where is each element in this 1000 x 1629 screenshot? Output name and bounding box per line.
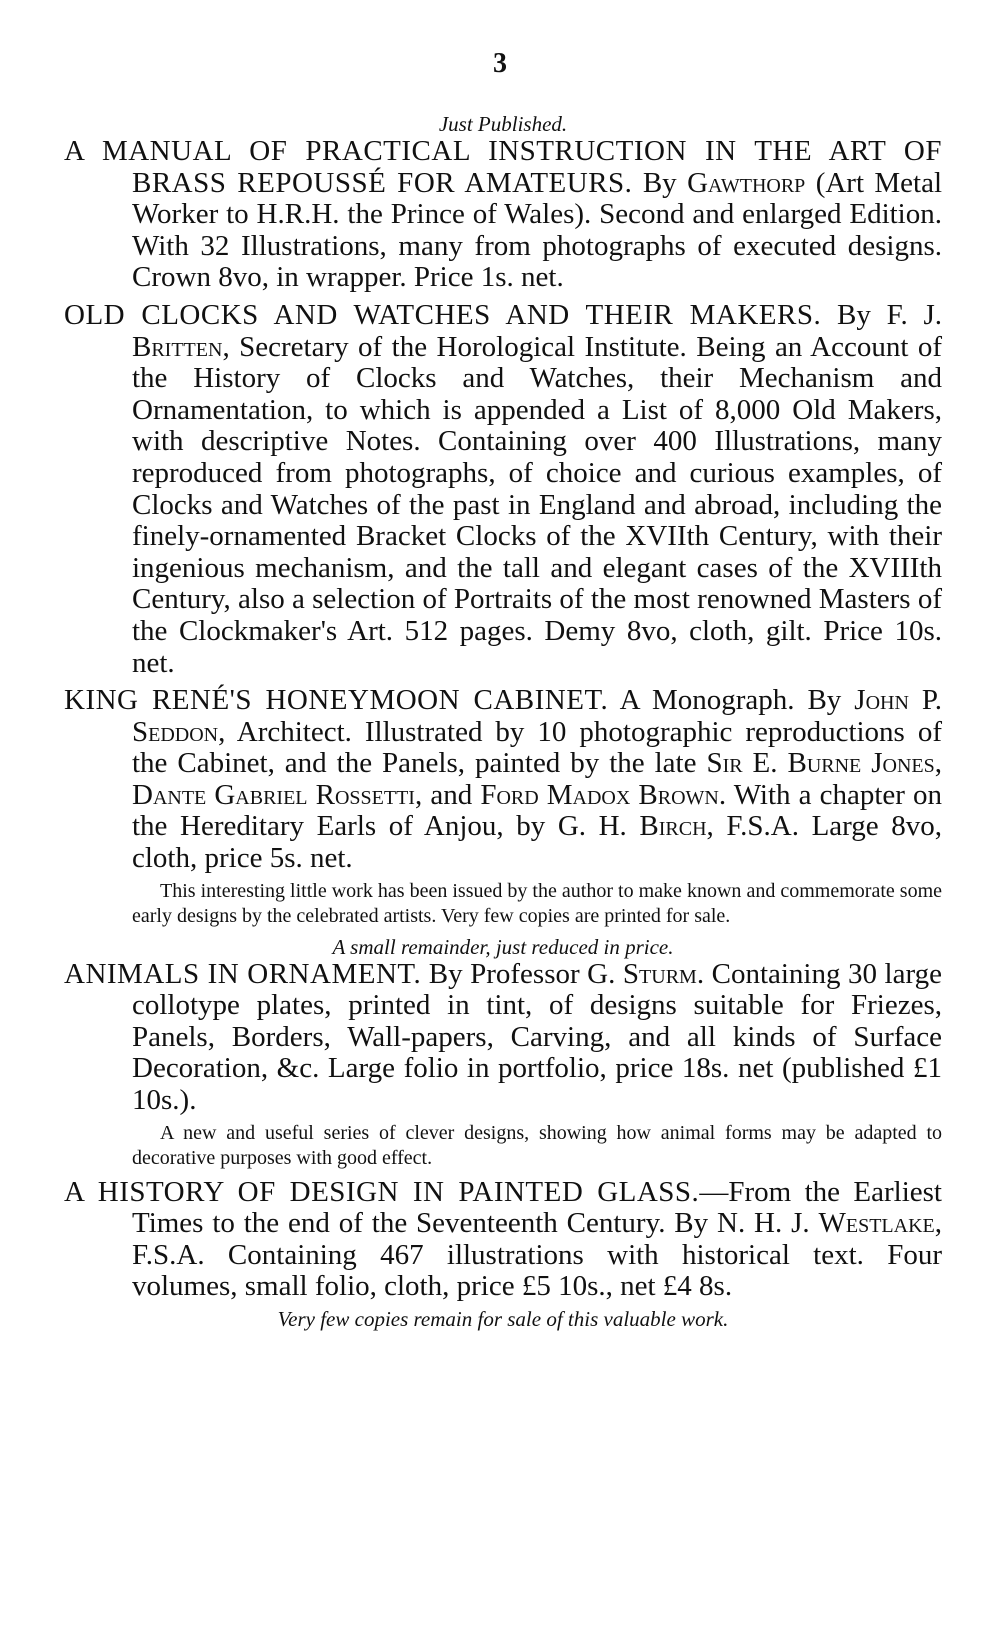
entry-author: Britten (132, 330, 223, 363)
entry-body: . Containing 30 large collotype plates, printed in tint, of designs suitable for Friezes, Panels, Borders, Wall-papers, Carving, and all kinds of Surface Decoration, &c. Large folio in portfolio, price 18s. net (published £1 10s.). (132, 957, 942, 1117)
entry-title: A MANUAL OF PRACTICAL INSTRUCTION IN THE ART OF BRASS REPOUSSÉ FOR AMATEURS. (64, 135, 942, 199)
entry-author: Sturm (622, 957, 697, 990)
entry-note: This interesting little work has been issued by the author to make known and commemorate some early designs by the celebrated artists. Very few copies are printed for sale. (132, 879, 942, 927)
catalogue-entry-king-rene (64, 685, 942, 929)
catalogue-entry-brass-repousse (64, 112, 942, 294)
entry-author: Westlake (818, 1207, 935, 1240)
entry-tagline: Just Published. (438, 112, 568, 136)
entry-body: , Secretary of the Horological Institute. Being an Account of the History of Clocks and Watches, their Mechanism and Ornamentation, to which is appended a List of 8,000 Old Makers, with descriptive Notes. Containing over 400 Illustrations, many reproduced from photographs, of choice and curious examples, of Clocks and Watches of the past in England and abroad, including the finely-ornamented Bracket Clocks of the XVIIth Century, with their ingenious mechanism, and the tall and elegant cases of the XVIIIth Century, also a selection of Portraits of the most renowned Masters of the Clockmaker's Art. 512 pages. Demy 8vo, cloth, gilt. Price 10s. net. (132, 330, 942, 679)
entry-body-1: —From the Earliest Times to the end of the Seventeenth Century. By N. H. J. (132, 1175, 942, 1240)
entry-note: A new and useful series of clever designs, showing how animal forms may be adapted to decorative purposes with good effect. (132, 1121, 942, 1169)
entry-body-2: , F.S.A. Containing 467 illustrations with historical text. Four volumes, small folio, cloth, price £5 10s., net £4 8s. (132, 1207, 942, 1303)
entry-author: John P. Seddon (132, 684, 943, 748)
page-number: 3 (493, 48, 507, 79)
entry-artist-3: Ford Madox Brown. (480, 778, 727, 811)
entry-closing-note: Very few copies remain for sale of this valuable work. (277, 1307, 729, 1331)
entry-author-2: Birch (639, 810, 707, 843)
entry-text (64, 1177, 942, 1303)
entry-and: and (430, 778, 473, 811)
entry-by: By F. J. (837, 298, 943, 331)
entry-text (64, 959, 942, 1117)
entry-body-3: , F.S.A. Large 8vo, cloth, price 5s. net. (132, 810, 943, 875)
entry-title: KING RENÉ'S HONEYMOON CABINET. (64, 684, 609, 717)
entry-body-2: With a chapter on the Hereditary Earls of Anjou, by G. H. (132, 778, 943, 843)
entry-title: OLD CLOCKS AND WATCHES AND THEIR MAKERS. (64, 298, 822, 331)
catalogue-page (64, 112, 942, 1332)
entry-tagline: A small remainder, just reduced in price. (332, 934, 674, 959)
entry-intro: A Monograph. By (619, 684, 842, 717)
entry-text (64, 685, 942, 875)
entry-title: ANIMALS IN ORNAMENT. (64, 957, 422, 990)
catalogue-entry-old-clocks (64, 300, 942, 679)
entry-title: A HISTORY OF DESIGN IN PAINTED GLASS. (64, 1175, 700, 1208)
entry-by: By (642, 166, 677, 199)
entry-body-1: , Architect. Illustrated by 10 photographic reproductions of the Cabinet, and the Panels, painted by the late (132, 715, 942, 780)
entry-text (64, 136, 942, 294)
entry-author: Gawthorp (687, 166, 806, 199)
catalogue-entry-painted-glass (64, 1177, 942, 1332)
entry-text (64, 300, 942, 679)
entry-body: (Art Metal Worker to H.R.H. the Prince of Wales). Second and enlarged Edition. With 32 Illustrations, many from photographs of executed designs. Crown 8vo, in wrapper. Price 1s. net. (132, 166, 943, 294)
entry-by: By Professor G. (428, 957, 616, 990)
catalogue-entry-animals-in-ornament (64, 935, 942, 1171)
entry-artists: Sir E. Burne Jones, Dante Gabriel Rossetti, (132, 747, 942, 811)
